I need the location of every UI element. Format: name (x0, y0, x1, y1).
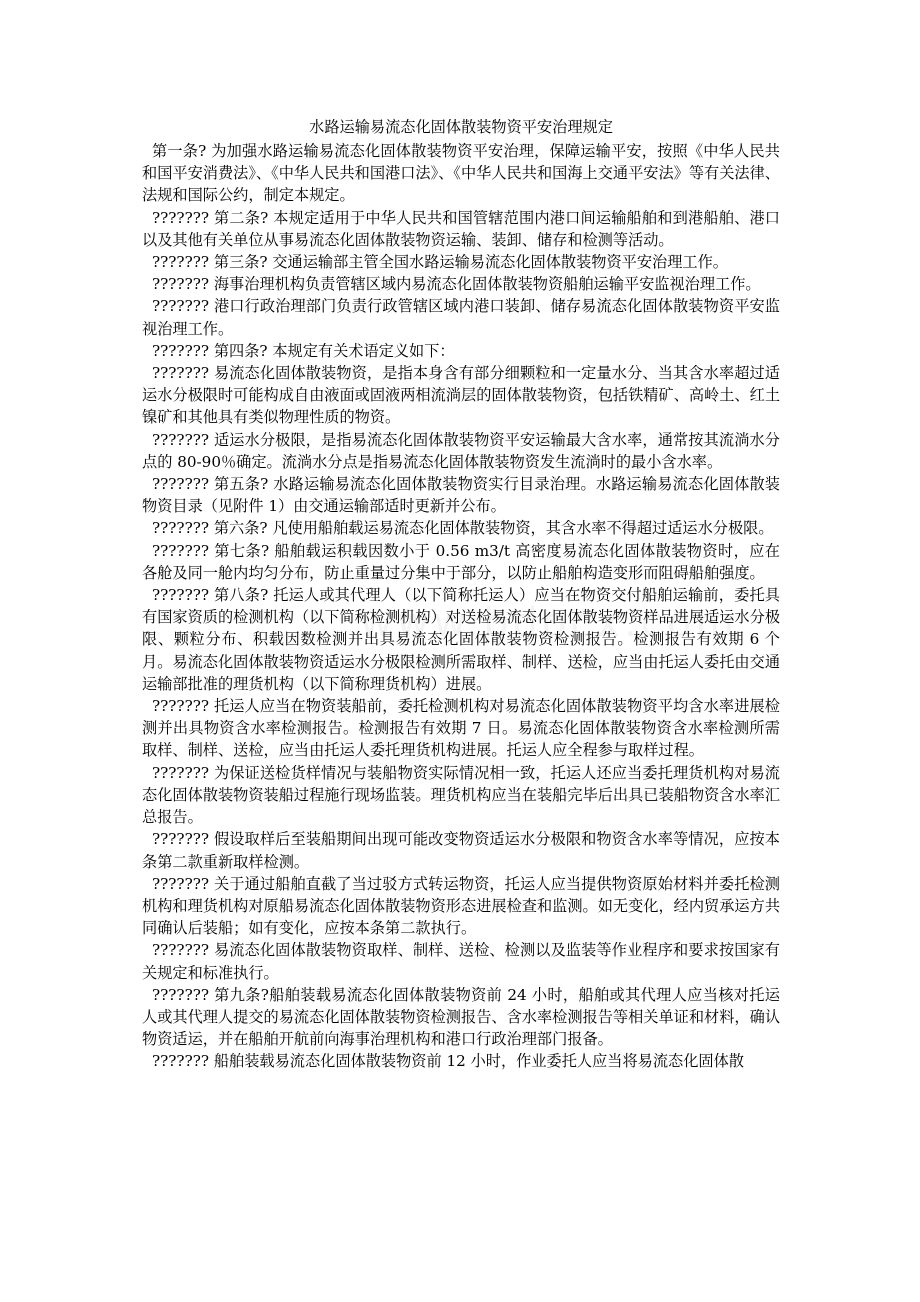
paragraph: ??????? 假设取样后至装船期间出现可能改变物资适运水分极限和物资含水率等情况，应按本条第二款重新取样检测。 (142, 830, 780, 871)
paragraph: ??????? 适运水分极限，是指易流态化固体散装物资平安运输最大含水率，通常按其流淌水分点的 80-90％确定。流淌水分点是指易流态化固体散装物资发生流淌时的最小含水率。 (142, 430, 780, 471)
paragraph: ??????? 港口行政治理部门负责行政管辖区域内港口装卸、储存易流态化固体散装物资平安监视治理工作。 (142, 297, 780, 338)
paragraph: ??????? 第二条? 本规定适用于中华人民共和国管辖范围内港口间运输船舶和到港船舶、港口以及其他有关单位从事易流态化固体散装物资运输、装卸、储存和检测等活动。 (142, 208, 780, 249)
document-body (142, 140, 780, 1073)
paragraph: ??????? 第八条? 托运人或其代理人（以下简称托运人）应当在物资交付船舶运输前，委托具有国家资质的检测机构（以下简称检测机构）对送检易流态化固体散装物资样品进展适运水分极限、颗粒分布、积载因数检测并出具易流态化固体散装物资检测报告。检测报告有效期 6 个月。易流态化固体散装物资适运水分极限检测所需取样、制样、送检，应当由托运人委托由交通运输部批准的理货机构（以下简称理货机构）进展。 (142, 586, 780, 693)
paragraph: ??????? 第六条? 凡使用船舶载运易流态化固体散装物资，其含水率不得超过适运水分极限。 (152, 519, 774, 538)
paragraph: ??????? 第三条? 交通运输部主管全国水路运输易流态化固体散装物资平安治理工作。 (152, 253, 728, 272)
paragraph: ??????? 为保证送检货样情况与装船物资实际情况相一致，托运人还应当委托理货机构对易流态化固体散装物资装船过程施行现场监装。理货机构应当在装船完毕后出具已装船物资含水率汇总报告。 (142, 763, 780, 827)
paragraph: ??????? 托运人应当在物资装船前，委托检测机构对易流态化固体散装物资平均含水率进展检测并出具物资含水率检测报告。检测报告有效期 7 日。易流态化固体散装物资含水率检测所需取样、制样、送检，应当由托运人委托理货机构进展。托运人应全程参与取样过程。 (142, 697, 780, 760)
paragraph: 第一条? 为加强水路运输易流态化固体散装物资平安治理，保障运输平安，按照《中华人民共和国平安消费法》、《中华人民共和国港口法》、《中华人民共和国海上交通平安法》等有关法律、法规和国际公约，制定本规定。 (142, 142, 780, 205)
paragraph: ??????? 易流态化固体散装物资，是指本身含有部分细颗粒和一定量水分、当其含水率超过适运水分极限时可能构成自由液面或固液两相流淌层的固体散装物资，包括铁精矿、高岭土、红土镍矿和其他具有类似物理性质的物资。 (142, 364, 780, 427)
paragraph: ??????? 第四条? 本规定有关术语定义如下： (152, 341, 455, 360)
paragraph: ??????? 易流态化固体散装物资取样、制样、送检、检测以及监装等作业程序和要求按国家有关规定和标准执行。 (142, 941, 780, 982)
paragraph: ??????? 第五条? 水路运输易流态化固体散装物资实行目录治理。水路运输易流态化固体散装物资目录（见附件 1）由交通运输部适时更新并公布。 (142, 475, 780, 516)
document-title: 水路运输易流态化固体散装物资平安治理规定 (309, 118, 613, 136)
paragraph: ??????? 第九条?船舶装载易流态化固体散装物资前 24 小时，船舶或其代理人应当核对托运人或其代理人提交的易流态化固体散装物资检测报告、含水率检测报告等相关单证和材料，确认物资适运，并在船舶开航前向海事治理机构和港口行政治理部门报备。 (142, 985, 780, 1049)
paragraph: ??????? 第七条? 船舶载运积载因数小于 0.56 m3/t 高密度易流态化固体散装物资时，应在各舱及同一舱内均匀分布，防止重量过分集中于部分，以防止船舶构造变形而阻碍船舶强度。 (142, 541, 780, 582)
paragraph: ??????? 海事治理机构负责管辖区域内易流态化固体散装物资船舶运输平安监视治理工作。 (152, 275, 761, 294)
paragraph: ??????? 关于通过船舶直截了当过驳方式转运物资，托运人应当提供物资原始材料并委托检测机构和理货机构对原船易流态化固体散装物资形态进展检查和监测。如无变化，经内贸承运方共同确认后装船；如有变化，应按本条第二款执行。 (142, 874, 780, 938)
paragraph: ??????? 船舶装载易流态化固体散装物资前 12 小时，作业委托人应当将易流态化固体散 (152, 1052, 744, 1071)
